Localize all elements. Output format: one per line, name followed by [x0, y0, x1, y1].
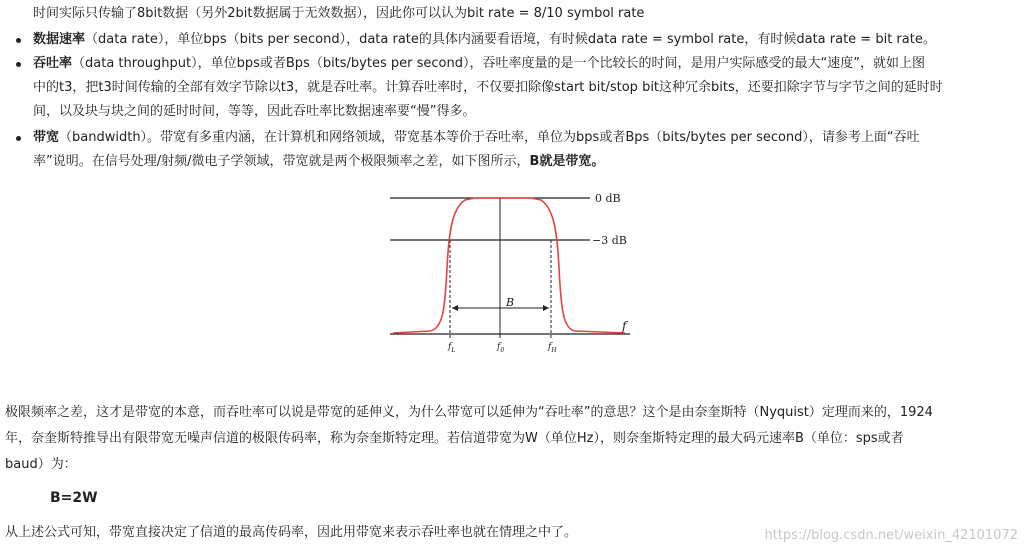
- intro-line: 时间实际只传输了8bit数据（另外2bit数据属于无效数据），因此你可以认为bit rate = 8/10 symbol rate: [33, 6, 645, 21]
- bullet-throughput: [33, 52, 925, 76]
- bandwidth-text-2b: B就是带宽。: [529, 154, 605, 169]
- formula: B=2W: [50, 490, 98, 506]
- term-throughput: 吞吐率: [33, 56, 73, 71]
- bullet-data-rate: [33, 28, 936, 52]
- conclusion-line: 从上述公式可知，带宽直接决定了信道的最高传码率，因此用带宽来表示吞吐率也就在情理之中了。: [5, 525, 578, 540]
- label-0db: 0 dB: [595, 192, 621, 205]
- arrowhead-left: [452, 305, 458, 311]
- label-f0-main: f: [497, 342, 501, 352]
- bandwidth-text-2a: 率”说明。在信号处理/射频/微电子学领域，带宽就是两个极限频率之差，如下图所示，: [33, 154, 530, 169]
- term-data-rate: 数据速率: [33, 32, 86, 47]
- bullet-dot: [16, 38, 21, 43]
- bandwidth-diagram: [385, 188, 645, 358]
- arrowhead-right: [543, 305, 549, 311]
- bullet-dot: [16, 136, 21, 141]
- label-fl: [447, 342, 455, 354]
- throughput-text-1: （data throughput），单位bps或者Bps（bits/bytes per second），吞吐率度量的是一个比较长的时间，是用户实际感受的最大“速度”，就如上图: [72, 56, 925, 71]
- paragraph-line-1: 极限频率之差，这才是带宽的本意，而吞吐率可以说是带宽的延伸义，为什么带宽可以延伸为“吞吐率”的意思？这个是由奈奎斯特（Nyquist）定理而来的，1924: [5, 405, 933, 420]
- throughput-text-3: 间，以及块与块之间的延时时间，等等，因此吞吐率比数据速率要“慢”得多。: [33, 104, 476, 119]
- watermark: https://blog.csdn.net/weixin_42101072: [764, 528, 1018, 543]
- label-minus3db: −3 dB: [592, 234, 627, 247]
- label-fl-main: f: [448, 342, 452, 352]
- label-f: f: [622, 319, 627, 333]
- throughput-text-2: 中的t3，把t3时间传输的全部有效字节除以t3，就是吞吐率。计算吞吐率时，不仅要扣除像start bit/stop bit这种冗余bits，还要扣除字节与字节之间的延时时: [33, 80, 943, 95]
- bullet-bandwidth: [33, 126, 920, 150]
- bandwidth-text-1: （bandwidth）。带宽有多重内涵，在计算机和网络领域，带宽基本等价于吞吐率，单位为bps或者Bps（bits/bytes per second），请参考上面“吞吐: [59, 130, 920, 145]
- label-fl-sub: L: [451, 347, 456, 354]
- label-f0: [496, 342, 504, 354]
- term-bandwidth: 带宽: [33, 130, 60, 145]
- label-fh-sub: H: [551, 347, 557, 354]
- data-rate-text: （data rate），单位bps（bits per second），data rate的具体内涵要看语境，有时候data rate = symbol rate，有时候data rate = bit rate。: [85, 32, 936, 47]
- bullet-dot: [16, 62, 21, 67]
- paragraph-line-2: 年，奈奎斯特推导出有限带宽无噪声信道的极限传码率，称为奈奎斯特定理。若信道带宽为W（单位Hz），则奈奎斯特定理的最大码元速率B（单位：sps或者: [5, 431, 904, 446]
- response-curve: [393, 198, 625, 333]
- label-f0-sub: 0: [500, 347, 505, 354]
- label-fh-main: f: [548, 342, 552, 352]
- paragraph-line-3: baud）为：: [5, 457, 77, 472]
- label-fh: [547, 342, 557, 354]
- bandwidth-text-2: [33, 150, 604, 174]
- label-b: B: [506, 296, 515, 309]
